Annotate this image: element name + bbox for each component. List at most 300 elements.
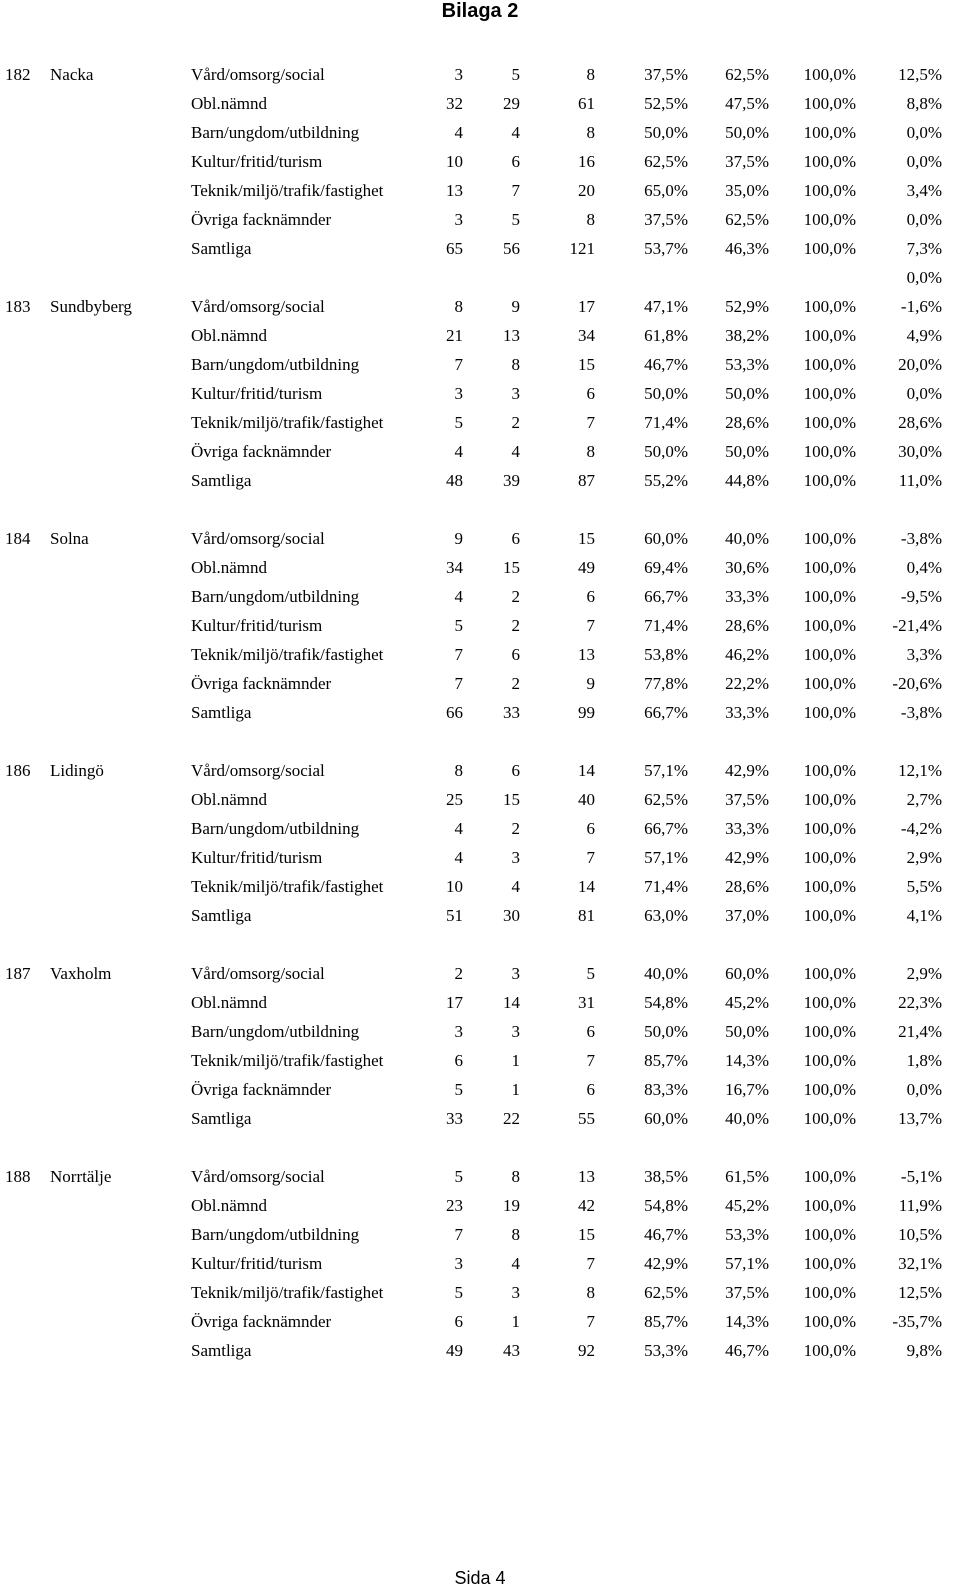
count-b: 9 bbox=[511, 297, 520, 316]
share-total: 100,0% bbox=[803, 297, 856, 316]
change-value: 11,9% bbox=[898, 1196, 942, 1215]
table-row bbox=[0, 263, 960, 292]
table-row bbox=[0, 1075, 960, 1104]
share-b: 35,0% bbox=[725, 181, 769, 200]
change-value: 30,0% bbox=[898, 442, 942, 461]
count-total: 49 bbox=[578, 558, 595, 577]
category-label: Övriga facknämnder bbox=[191, 1312, 332, 1331]
count-b: 30 bbox=[503, 906, 520, 925]
count-total: 34 bbox=[578, 326, 595, 345]
share-a: 57,1% bbox=[644, 761, 688, 780]
category-label: Obl.nämnd bbox=[191, 993, 268, 1012]
share-total: 100,0% bbox=[803, 94, 856, 113]
share-total: 100,0% bbox=[803, 1341, 856, 1360]
share-b: 50,0% bbox=[725, 442, 769, 461]
share-total: 100,0% bbox=[803, 471, 856, 490]
count-b: 3 bbox=[511, 384, 520, 403]
count-a: 66 bbox=[446, 703, 463, 722]
category-label: Övriga facknämnder bbox=[191, 1080, 332, 1099]
count-a: 10 bbox=[446, 877, 463, 896]
count-b: 2 bbox=[511, 819, 520, 838]
share-total: 100,0% bbox=[803, 123, 856, 142]
change-value: 12,1% bbox=[898, 761, 942, 780]
count-total: 15 bbox=[578, 355, 595, 374]
count-b: 8 bbox=[511, 1167, 520, 1186]
count-a: 51 bbox=[446, 906, 463, 925]
count-b: 6 bbox=[511, 645, 520, 664]
category-label: Samtliga bbox=[191, 906, 252, 925]
count-b: 1 bbox=[511, 1080, 520, 1099]
category-label: Övriga facknämnder bbox=[191, 442, 332, 461]
share-a: 60,0% bbox=[644, 529, 688, 548]
change-value: 1,8% bbox=[906, 1051, 942, 1070]
share-total: 100,0% bbox=[803, 355, 856, 374]
municipality-name: Nacka bbox=[50, 65, 94, 84]
count-total: 40 bbox=[578, 790, 595, 809]
count-total: 87 bbox=[578, 471, 595, 490]
share-a: 55,2% bbox=[644, 471, 688, 490]
share-a: 65,0% bbox=[644, 181, 688, 200]
table-row bbox=[0, 524, 960, 553]
change-value: 2,9% bbox=[906, 848, 942, 867]
count-total: 20 bbox=[578, 181, 595, 200]
count-a: 21 bbox=[446, 326, 463, 345]
municipality-code: 184 bbox=[5, 529, 31, 548]
change-value: -20,6% bbox=[892, 674, 942, 693]
table-row bbox=[0, 553, 960, 582]
share-total: 100,0% bbox=[803, 993, 856, 1012]
share-b: 45,2% bbox=[725, 993, 769, 1012]
count-b: 1 bbox=[511, 1312, 520, 1331]
share-total: 100,0% bbox=[803, 906, 856, 925]
table-row bbox=[0, 959, 960, 988]
count-total: 55 bbox=[578, 1109, 595, 1128]
share-total: 100,0% bbox=[803, 1254, 856, 1273]
count-b: 2 bbox=[511, 674, 520, 693]
count-a: 5 bbox=[454, 413, 463, 432]
category-label: Teknik/miljö/trafik/fastighet bbox=[191, 181, 384, 200]
count-total: 6 bbox=[586, 819, 595, 838]
count-b: 56 bbox=[503, 239, 520, 258]
count-a: 4 bbox=[454, 442, 463, 461]
share-total: 100,0% bbox=[803, 1167, 856, 1186]
share-a: 66,7% bbox=[644, 703, 688, 722]
share-total: 100,0% bbox=[803, 1196, 856, 1215]
row-spacer bbox=[0, 495, 960, 524]
share-a: 37,5% bbox=[644, 65, 688, 84]
change-value: 12,5% bbox=[898, 65, 942, 84]
category-label: Övriga facknämnder bbox=[191, 674, 332, 693]
share-b: 28,6% bbox=[725, 877, 769, 896]
count-total: 61 bbox=[578, 94, 595, 113]
share-total: 100,0% bbox=[803, 616, 856, 635]
count-b: 14 bbox=[503, 993, 520, 1012]
count-a: 49 bbox=[446, 1341, 463, 1360]
count-a: 3 bbox=[454, 65, 463, 84]
share-b: 40,0% bbox=[725, 1109, 769, 1128]
change-value: 8,8% bbox=[906, 94, 942, 113]
share-b: 37,5% bbox=[725, 790, 769, 809]
change-value: 0,0% bbox=[906, 210, 942, 229]
municipality-name: Lidingö bbox=[50, 761, 104, 780]
share-a: 57,1% bbox=[644, 848, 688, 867]
table-row bbox=[0, 321, 960, 350]
count-total: 7 bbox=[586, 616, 595, 635]
share-total: 100,0% bbox=[803, 384, 856, 403]
share-b: 50,0% bbox=[725, 384, 769, 403]
change-value: 0,4% bbox=[906, 558, 942, 577]
count-a: 8 bbox=[454, 761, 463, 780]
change-value: -35,7% bbox=[892, 1312, 942, 1331]
count-total: 7 bbox=[586, 848, 595, 867]
count-total: 6 bbox=[586, 1080, 595, 1099]
count-a: 4 bbox=[454, 848, 463, 867]
share-b: 37,0% bbox=[725, 906, 769, 925]
count-b: 4 bbox=[511, 877, 520, 896]
table-row bbox=[0, 1046, 960, 1075]
change-value: -5,1% bbox=[900, 1167, 942, 1186]
count-a: 23 bbox=[446, 1196, 463, 1215]
share-b: 14,3% bbox=[725, 1051, 769, 1070]
share-total: 100,0% bbox=[803, 1109, 856, 1128]
count-b: 3 bbox=[511, 1283, 520, 1302]
count-b: 3 bbox=[511, 964, 520, 983]
count-total: 5 bbox=[586, 964, 595, 983]
table-row bbox=[0, 1249, 960, 1278]
share-b: 28,6% bbox=[725, 413, 769, 432]
category-label: Kultur/fritid/turism bbox=[191, 1254, 323, 1273]
table-row bbox=[0, 466, 960, 495]
change-value: 3,4% bbox=[906, 181, 942, 200]
count-total: 6 bbox=[586, 384, 595, 403]
share-total: 100,0% bbox=[803, 761, 856, 780]
count-a: 3 bbox=[454, 1254, 463, 1273]
category-label: Obl.nämnd bbox=[191, 790, 268, 809]
count-a: 7 bbox=[454, 645, 463, 664]
share-total: 100,0% bbox=[803, 210, 856, 229]
share-total: 100,0% bbox=[803, 1080, 856, 1099]
share-b: 46,3% bbox=[725, 239, 769, 258]
change-value: 21,4% bbox=[898, 1022, 942, 1041]
count-b: 5 bbox=[511, 210, 520, 229]
share-b: 30,6% bbox=[725, 558, 769, 577]
category-label: Barn/ungdom/utbildning bbox=[191, 1225, 360, 1244]
category-label: Obl.nämnd bbox=[191, 326, 268, 345]
count-b: 8 bbox=[511, 355, 520, 374]
table-row bbox=[0, 89, 960, 118]
count-a: 65 bbox=[446, 239, 463, 258]
share-a: 71,4% bbox=[644, 877, 688, 896]
share-a: 50,0% bbox=[644, 384, 688, 403]
table-row bbox=[0, 756, 960, 785]
category-label: Obl.nämnd bbox=[191, 558, 268, 577]
change-value: 32,1% bbox=[898, 1254, 942, 1273]
row-spacer bbox=[0, 727, 960, 756]
share-total: 100,0% bbox=[803, 819, 856, 838]
share-b: 38,2% bbox=[725, 326, 769, 345]
count-b: 39 bbox=[503, 471, 520, 490]
change-value: -4,2% bbox=[900, 819, 942, 838]
table-row bbox=[0, 843, 960, 872]
share-a: 47,1% bbox=[644, 297, 688, 316]
count-total: 13 bbox=[578, 645, 595, 664]
table-row bbox=[0, 118, 960, 147]
share-b: 44,8% bbox=[725, 471, 769, 490]
count-b: 22 bbox=[503, 1109, 520, 1128]
category-label: Barn/ungdom/utbildning bbox=[191, 819, 360, 838]
change-value: 12,5% bbox=[898, 1283, 942, 1302]
share-a: 60,0% bbox=[644, 1109, 688, 1128]
table-row bbox=[0, 988, 960, 1017]
count-total: 99 bbox=[578, 703, 595, 722]
count-total: 8 bbox=[586, 442, 595, 461]
share-b: 50,0% bbox=[725, 1022, 769, 1041]
share-b: 60,0% bbox=[725, 964, 769, 983]
category-label: Teknik/miljö/trafik/fastighet bbox=[191, 645, 384, 664]
share-a: 52,5% bbox=[644, 94, 688, 113]
share-b: 28,6% bbox=[725, 616, 769, 635]
category-label: Vård/omsorg/social bbox=[191, 1167, 325, 1186]
table-row bbox=[0, 205, 960, 234]
table-row bbox=[0, 785, 960, 814]
change-value: 20,0% bbox=[898, 355, 942, 374]
count-total: 7 bbox=[586, 1312, 595, 1331]
share-a: 62,5% bbox=[644, 1283, 688, 1302]
share-total: 100,0% bbox=[803, 181, 856, 200]
table-row bbox=[0, 437, 960, 466]
share-total: 100,0% bbox=[803, 326, 856, 345]
category-label: Kultur/fritid/turism bbox=[191, 152, 323, 171]
change-value: 3,3% bbox=[906, 645, 942, 664]
table-row bbox=[0, 814, 960, 843]
count-a: 8 bbox=[454, 297, 463, 316]
share-total: 100,0% bbox=[803, 442, 856, 461]
count-b: 2 bbox=[511, 616, 520, 635]
share-a: 63,0% bbox=[644, 906, 688, 925]
category-label: Teknik/miljö/trafik/fastighet bbox=[191, 1283, 384, 1302]
category-label: Teknik/miljö/trafik/fastighet bbox=[191, 1051, 384, 1070]
share-a: 77,8% bbox=[644, 674, 688, 693]
share-total: 100,0% bbox=[803, 703, 856, 722]
change-value: -21,4% bbox=[892, 616, 942, 635]
count-a: 17 bbox=[446, 993, 463, 1012]
count-total: 8 bbox=[586, 65, 595, 84]
share-b: 37,5% bbox=[725, 152, 769, 171]
share-a: 66,7% bbox=[644, 819, 688, 838]
share-a: 66,7% bbox=[644, 587, 688, 606]
share-a: 37,5% bbox=[644, 210, 688, 229]
category-label: Vård/omsorg/social bbox=[191, 964, 325, 983]
municipality-code: 183 bbox=[5, 297, 31, 316]
count-total: 8 bbox=[586, 123, 595, 142]
category-label: Barn/ungdom/utbildning bbox=[191, 355, 360, 374]
count-b: 5 bbox=[511, 65, 520, 84]
share-a: 71,4% bbox=[644, 616, 688, 635]
share-b: 45,2% bbox=[725, 1196, 769, 1215]
share-a: 85,7% bbox=[644, 1051, 688, 1070]
table-row bbox=[0, 1162, 960, 1191]
municipality-code: 187 bbox=[5, 964, 31, 983]
table-row bbox=[0, 611, 960, 640]
share-total: 100,0% bbox=[803, 1283, 856, 1302]
table-row bbox=[0, 669, 960, 698]
category-label: Kultur/fritid/turism bbox=[191, 616, 323, 635]
change-value: 11,0% bbox=[898, 471, 942, 490]
share-a: 46,7% bbox=[644, 1225, 688, 1244]
count-b: 29 bbox=[503, 94, 520, 113]
change-value: -3,8% bbox=[900, 529, 942, 548]
count-a: 7 bbox=[454, 674, 463, 693]
count-a: 10 bbox=[446, 152, 463, 171]
table-row bbox=[0, 147, 960, 176]
municipality-code: 188 bbox=[5, 1167, 31, 1186]
share-total: 100,0% bbox=[803, 848, 856, 867]
category-label: Samtliga bbox=[191, 239, 252, 258]
share-b: 62,5% bbox=[725, 210, 769, 229]
share-total: 100,0% bbox=[803, 1312, 856, 1331]
table-row bbox=[0, 60, 960, 89]
count-a: 3 bbox=[454, 384, 463, 403]
count-total: 8 bbox=[586, 1283, 595, 1302]
category-label: Kultur/fritid/turism bbox=[191, 384, 323, 403]
share-b: 47,5% bbox=[725, 94, 769, 113]
category-label: Teknik/miljö/trafik/fastighet bbox=[191, 413, 384, 432]
share-total: 100,0% bbox=[803, 645, 856, 664]
count-total: 7 bbox=[586, 1254, 595, 1273]
share-a: 71,4% bbox=[644, 413, 688, 432]
share-total: 100,0% bbox=[803, 964, 856, 983]
share-b: 46,7% bbox=[725, 1341, 769, 1360]
share-a: 50,0% bbox=[644, 123, 688, 142]
change-value: 28,6% bbox=[898, 413, 942, 432]
change-value: 0,0% bbox=[906, 268, 942, 287]
share-a: 42,9% bbox=[644, 1254, 688, 1273]
count-total: 14 bbox=[578, 761, 595, 780]
share-b: 46,2% bbox=[725, 645, 769, 664]
table-row bbox=[0, 582, 960, 611]
count-a: 32 bbox=[446, 94, 463, 113]
share-b: 37,5% bbox=[725, 1283, 769, 1302]
share-b: 50,0% bbox=[725, 123, 769, 142]
share-a: 53,7% bbox=[644, 239, 688, 258]
count-a: 3 bbox=[454, 1022, 463, 1041]
table-row bbox=[0, 1278, 960, 1307]
count-a: 5 bbox=[454, 1283, 463, 1302]
count-a: 13 bbox=[446, 181, 463, 200]
share-a: 83,3% bbox=[644, 1080, 688, 1099]
share-b: 53,3% bbox=[725, 355, 769, 374]
count-total: 7 bbox=[586, 1051, 595, 1070]
share-b: 42,9% bbox=[725, 761, 769, 780]
count-b: 4 bbox=[511, 442, 520, 461]
change-value: 2,9% bbox=[906, 964, 942, 983]
row-spacer bbox=[0, 1133, 960, 1162]
change-value: -9,5% bbox=[900, 587, 942, 606]
count-a: 9 bbox=[454, 529, 463, 548]
count-b: 3 bbox=[511, 848, 520, 867]
table-row bbox=[0, 1104, 960, 1133]
change-value: 0,0% bbox=[906, 384, 942, 403]
count-a: 25 bbox=[446, 790, 463, 809]
municipality-name: Norrtälje bbox=[50, 1167, 112, 1186]
category-label: Samtliga bbox=[191, 703, 252, 722]
table-row bbox=[0, 1336, 960, 1365]
share-total: 100,0% bbox=[803, 1022, 856, 1041]
count-total: 16 bbox=[578, 152, 595, 171]
share-total: 100,0% bbox=[803, 790, 856, 809]
table-row bbox=[0, 872, 960, 901]
share-a: 61,8% bbox=[644, 326, 688, 345]
municipality-code: 182 bbox=[5, 65, 31, 84]
count-total: 92 bbox=[578, 1341, 595, 1360]
count-total: 14 bbox=[578, 877, 595, 896]
change-value: 9,8% bbox=[906, 1341, 942, 1360]
count-a: 33 bbox=[446, 1109, 463, 1128]
category-label: Samtliga bbox=[191, 1341, 252, 1360]
count-total: 15 bbox=[578, 1225, 595, 1244]
share-a: 38,5% bbox=[644, 1167, 688, 1186]
share-total: 100,0% bbox=[803, 152, 856, 171]
count-b: 2 bbox=[511, 587, 520, 606]
row-spacer bbox=[0, 930, 960, 959]
table-row bbox=[0, 1307, 960, 1336]
count-b: 6 bbox=[511, 152, 520, 171]
count-a: 48 bbox=[446, 471, 463, 490]
count-b: 15 bbox=[503, 558, 520, 577]
share-a: 62,5% bbox=[644, 790, 688, 809]
count-b: 19 bbox=[503, 1196, 520, 1215]
share-total: 100,0% bbox=[803, 674, 856, 693]
count-total: 6 bbox=[586, 1022, 595, 1041]
share-total: 100,0% bbox=[803, 413, 856, 432]
count-total: 6 bbox=[586, 587, 595, 606]
category-label: Vård/omsorg/social bbox=[191, 65, 325, 84]
table-row bbox=[0, 640, 960, 669]
share-a: 46,7% bbox=[644, 355, 688, 374]
share-a: 69,4% bbox=[644, 558, 688, 577]
count-b: 6 bbox=[511, 529, 520, 548]
table-row bbox=[0, 350, 960, 379]
category-label: Obl.nämnd bbox=[191, 94, 268, 113]
category-label: Teknik/miljö/trafik/fastighet bbox=[191, 877, 384, 896]
share-b: 61,5% bbox=[725, 1167, 769, 1186]
count-a: 7 bbox=[454, 1225, 463, 1244]
share-total: 100,0% bbox=[803, 587, 856, 606]
category-label: Övriga facknämnder bbox=[191, 210, 332, 229]
count-a: 4 bbox=[454, 587, 463, 606]
count-total: 17 bbox=[578, 297, 595, 316]
change-value: 13,7% bbox=[898, 1109, 942, 1128]
category-label: Obl.nämnd bbox=[191, 1196, 268, 1215]
change-value: 0,0% bbox=[906, 152, 942, 171]
municipality-name: Vaxholm bbox=[50, 964, 112, 983]
count-total: 8 bbox=[586, 210, 595, 229]
count-b: 1 bbox=[511, 1051, 520, 1070]
count-a: 4 bbox=[454, 819, 463, 838]
table-row bbox=[0, 698, 960, 727]
count-a: 5 bbox=[454, 1167, 463, 1186]
count-b: 2 bbox=[511, 413, 520, 432]
count-a: 7 bbox=[454, 355, 463, 374]
count-total: 15 bbox=[578, 529, 595, 548]
share-b: 57,1% bbox=[725, 1254, 769, 1273]
municipality-name: Sundbyberg bbox=[50, 297, 132, 316]
category-label: Samtliga bbox=[191, 471, 252, 490]
change-value: 4,1% bbox=[906, 906, 942, 925]
share-b: 53,3% bbox=[725, 1225, 769, 1244]
count-b: 8 bbox=[511, 1225, 520, 1244]
share-total: 100,0% bbox=[803, 529, 856, 548]
